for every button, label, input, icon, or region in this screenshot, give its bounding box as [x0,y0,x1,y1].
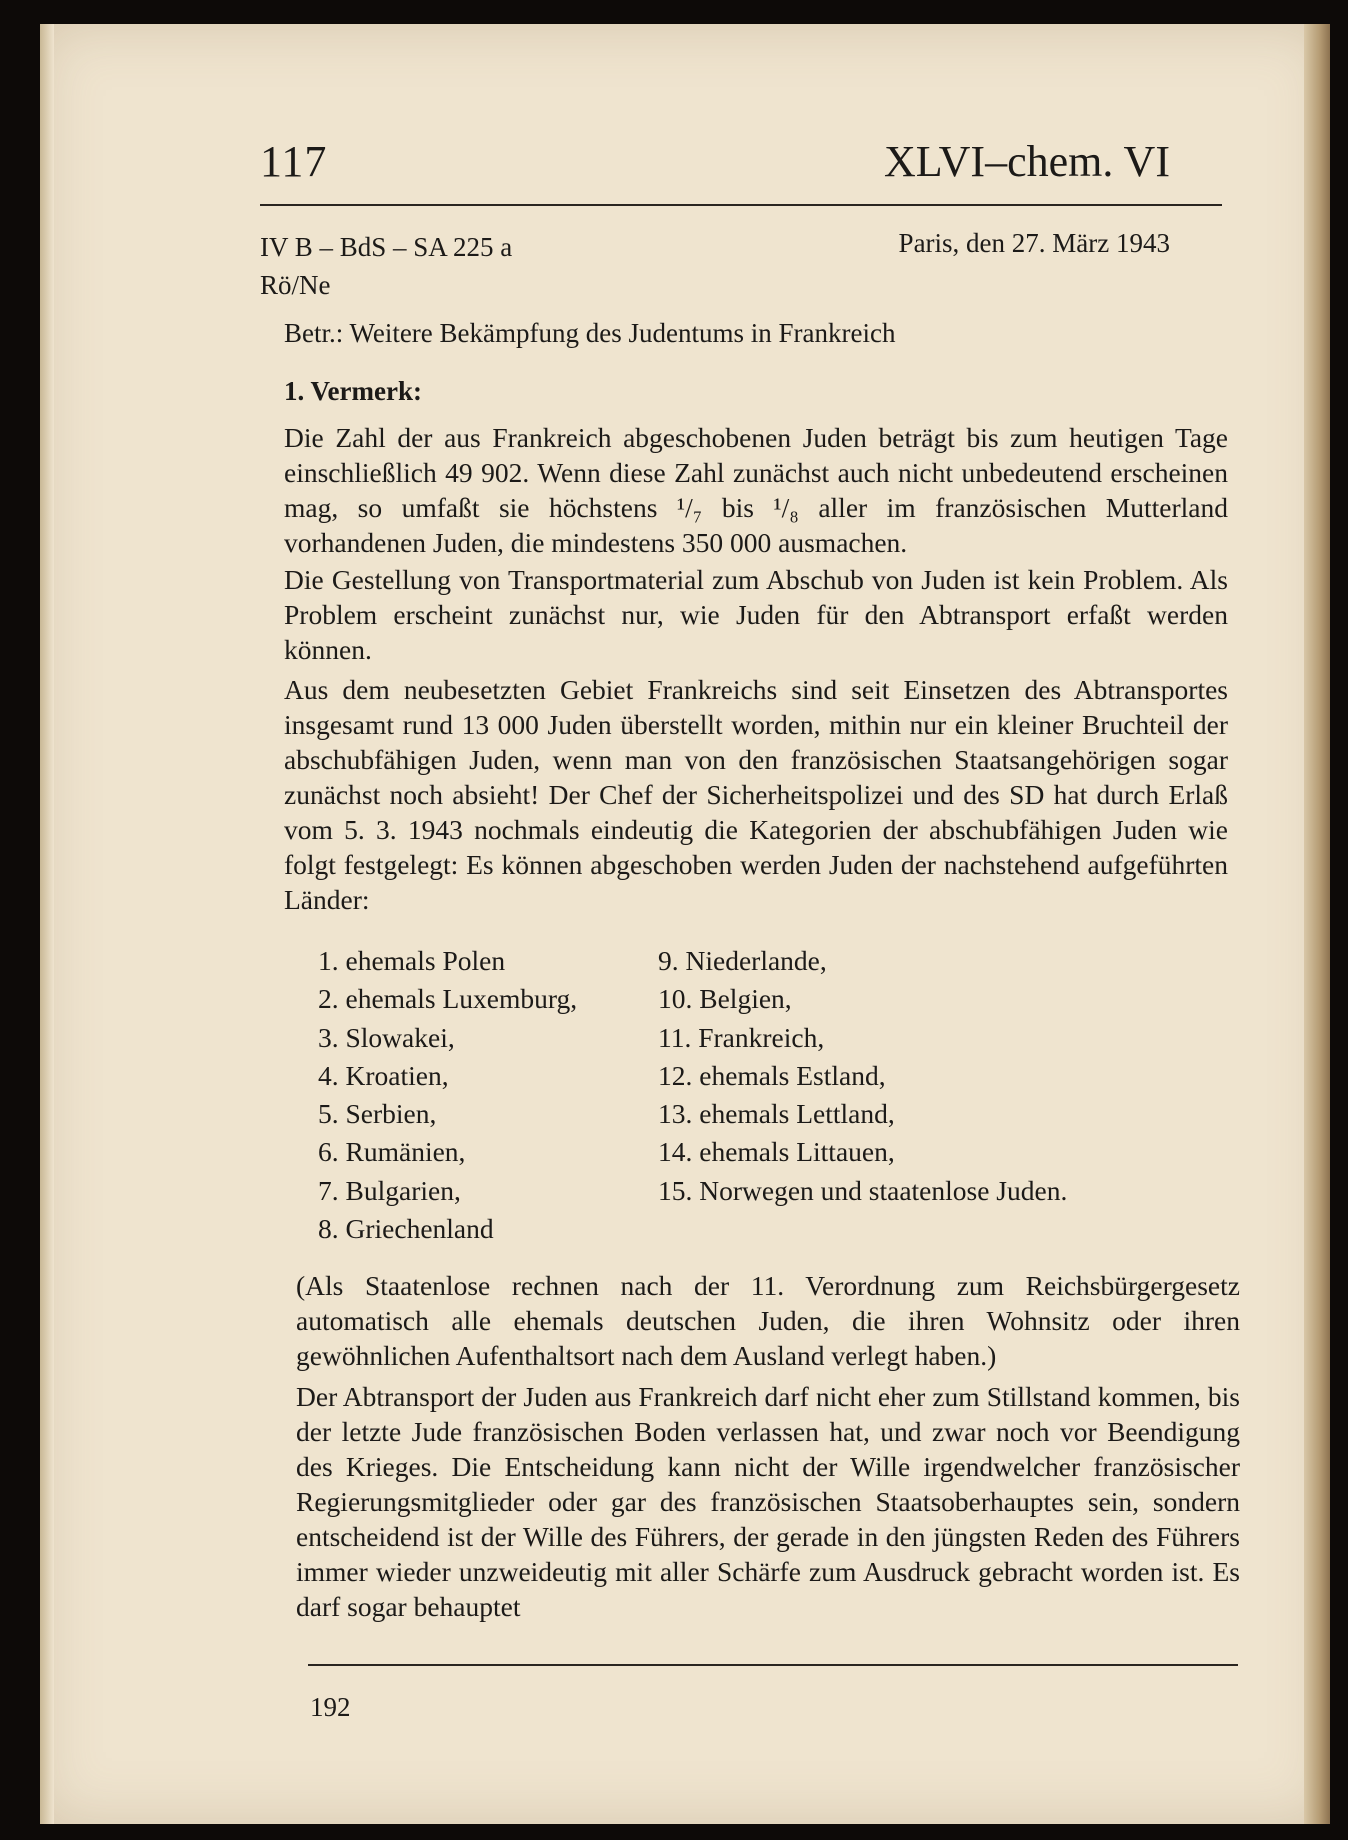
paragraph-2-text: Die Gestellung von Transportmaterial zum Abschub von Juden ist kein Problem. Als Problem erscheint zunächst nur, wie Juden für den Abtransport erfaßt werden können. [284,564,1228,665]
list-item: 11. Frankreich, [658,1021,825,1053]
file-reference: IV B – BdS – SA 225 a [260,232,513,262]
paragraph-3 [284,672,1228,932]
list-item: 4. Kroatien, [318,1059,449,1091]
document-reference: XLVI–chem. VI [884,137,1170,186]
list-item: 12. ehemals Estland, [658,1059,886,1091]
page-number-footer: 192 [310,1692,351,1722]
list-item: 2. ehemals Luxemburg, [318,983,578,1015]
header-rule [260,204,1222,206]
section-heading: 1. Vermerk: [284,376,422,406]
page-left-edge [40,24,54,1824]
country-list-left [318,942,577,1248]
list-item: 5. Serbien, [318,1098,437,1130]
list-item: 8. Griechenland [318,1213,494,1245]
list-item: 7. Bulgarien, [318,1174,461,1206]
book-spine [1304,24,1330,1824]
paragraph-4-text: (Als Staatenlose rechnen nach der 11. Verordnung zum Reichsbürgergesetz automatisch alle ehemals deutschen Juden, die ihren Wohnsitz oder ihren gewöhnlichen Aufenthaltsort nach dem Ausland verlegt haben.) [296,1270,1240,1371]
footer-rule [308,1664,1238,1666]
paragraph-3-text: Aus dem neubesetzten Gebiet Frankreichs sind seit Einsetzen des Abtransportes insgesamt rund 13 000 Juden überstellt worden, mithin nur ein kleiner Bruchteil der abschubfähigen Juden, wenn man von den französischen Staatsangehörigen sogar zunächst noch absieht! Der Chef der Sicherheitspolizei und des SD hat durch Erlaß vom 5. 3. 1943 nochmals eindeutig die Kategorien der abschubfähigen Juden wie folgt festgelegt: Es können abgeschoben werden Juden der nachstehend aufgeführten Länder: [284,674,1228,915]
list-item: 9. Niederlande, [658,945,827,976]
paragraph-5 [296,1379,1240,1639]
list-item: 14. ehemals Littauen, [658,1136,895,1168]
list-item: 6. Rumänien, [318,1136,466,1168]
paragraph-4 [296,1268,1240,1388]
list-item: 13. ehemals Lettland, [658,1098,895,1130]
page-number-header: 117 [260,137,328,186]
subject-line: Betr.: Weitere Bekämpfung des Judentums in Frankreich [284,318,896,348]
list-item: 3. Slowakei, [318,1021,455,1053]
book-page [40,24,1330,1824]
list-item: 10. Belgien, [658,983,792,1015]
paragraph-1-text: Die Zahl der aus Frankreich abgeschobenen Juden beträgt bis zum heutigen Tage einschließlich 49 902. Wenn diese Zahl zunächst auch nicht unbedeutend erscheinen mag, so umfaßt sie höchstens ¹/₇ bis ¹/₈ aller im französischen Mutterland vorhandenen Juden, die mindestens 350 000 ausmachen. [284,422,1228,558]
paragraph-2 [284,562,1228,682]
file-reference-block [260,228,512,304]
country-list-right [658,942,1067,1210]
dateline: Paris, den 27. März 1943 [898,228,1170,258]
paragraph-1 [284,420,1228,575]
paragraph-5-text: Der Abtransport der Juden aus Frankreich darf nicht eher zum Stillstand kommen, bis der letzte Jude französischen Boden verlassen hat, und zwar noch vor Beendigung des Krieges. Die Entscheidung kann nicht der Wille irgendwelcher französischer Regierungsmitglieder oder gar des französischen Staatsoberhauptes sein, sondern entscheidend ist der Wille des Führers, der gerade in den jüngsten Reden des Führers immer wieder unzweideutig mit aller Schärfe zum Ausdruck gebracht worden ist. Es darf sogar behauptet [296,1381,1240,1622]
list-item: 15. Norwegen und staatenlose Juden. [658,1174,1068,1206]
list-item: 1. ehemals Polen [318,945,506,976]
initials: Rö/Ne [260,270,331,300]
